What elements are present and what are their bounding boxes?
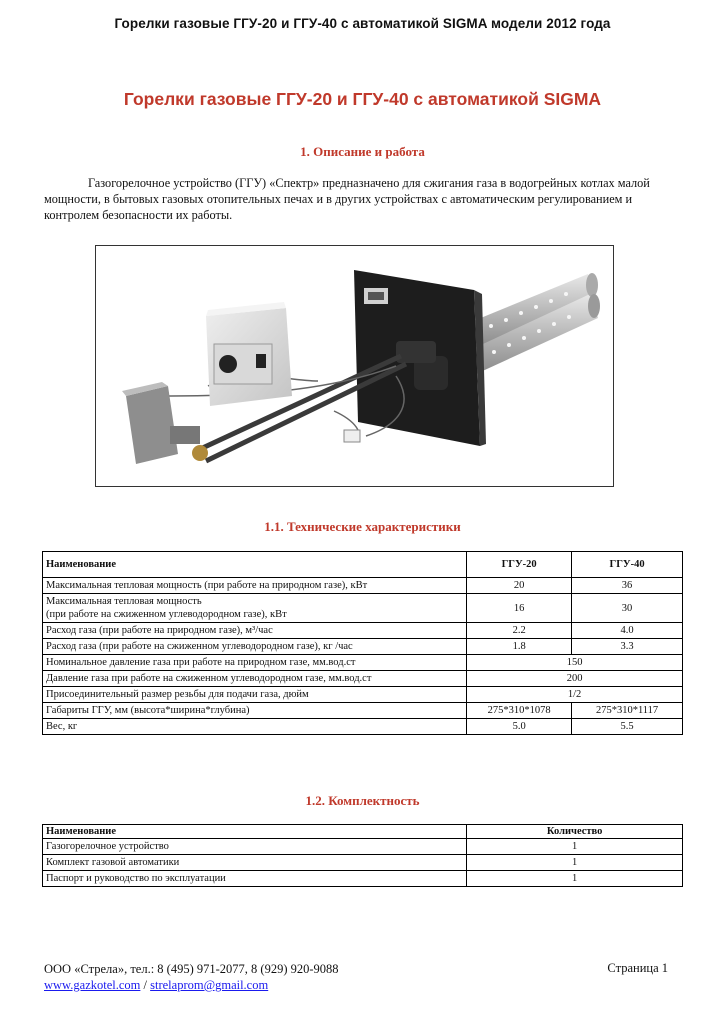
contents-table [42,824,683,887]
footer-links [44,977,674,993]
intro-paragraph: Газогорелочное устройство (ГГУ) «Спектр» предназначено для сжигания газа в водогрейных котлах малой мощности, в бытовых газовых отопительных печах и в других устройствах с автоматическим регулированием и контролем безопасности их работы. [44,176,650,222]
row-name: Расход газа (при работе на сжиженном углеводородном газе), кг /час [43,639,467,655]
website-link[interactable]: www.gazkotel.com [44,978,141,992]
row-name: Номинальное давление газа при работе на природном газе, мм.вод.ст [43,655,467,671]
col-header-name: Наименование [43,552,467,578]
table-row [43,687,683,703]
row-name: Комплект газовой автоматики [43,855,467,871]
table-row [43,871,683,887]
table-row [43,671,683,687]
row-name: Вес, кг [43,719,467,735]
section-title-contents: 1.2. Комплектность [305,793,420,808]
table-row [43,855,683,871]
table-row [43,655,683,671]
email-link[interactable]: strelaprom@gmail.com [150,978,269,992]
footer-company: ООО «Стрела», тел.: 8 (495) 971-2077, 8 (929) 920-9088 [44,962,339,976]
row-value-shared: 200 [467,671,683,687]
page-header: Горелки газовые ГГУ-20 и ГГУ-40 с автоматикой SIGMA модели 2012 года [114,16,611,31]
col-header-ggu40: ГГУ-40 [572,552,683,578]
row-name-line2: (при работе на сжиженном углеводородном газе), кВт [46,609,287,620]
row-value-ggu40: 4.0 [572,623,683,639]
burner-illustration [96,246,614,487]
row-value-ggu20: 2.2 [467,623,572,639]
row-value-ggu40: 275*310*1117 [572,703,683,719]
row-value-shared: 150 [467,655,683,671]
page-number: Страница 1 [607,961,668,975]
burner-tubes [466,273,600,374]
row-value-ggu20: 1.8 [467,639,572,655]
row-name: Максимальная тепловая мощность (при работе на природном газе), кВт [43,578,467,594]
row-name [43,594,467,623]
document-title: Горелки газовые ГГУ-20 и ГГУ-40 с автоматикой SIGMA [123,89,602,109]
row-name: Газогорелочное устройство [43,839,467,855]
control-box [206,302,292,406]
section-title-specs: 1.1. Технические характеристики [264,519,461,534]
table-row [43,623,683,639]
row-value-ggu40: 36 [572,578,683,594]
row-value-ggu20: 20 [467,578,572,594]
section-title-description: 1. Описание и работа [300,144,425,159]
footer [44,961,674,993]
row-name: Расход газа (при работе на природном газе), м³/час [43,623,467,639]
row-value-ggu20: 275*310*1078 [467,703,572,719]
table-header-row [43,552,683,578]
connector [344,430,360,442]
row-value-shared: 1/2 [467,687,683,703]
row-quantity: 1 [467,855,683,871]
row-value-ggu20: 5.0 [467,719,572,735]
table-row [43,839,683,855]
table-row [43,594,683,623]
row-value-ggu40: 5.5 [572,719,683,735]
row-name: Паспорт и руководство по эксплуатации [43,871,467,887]
row-value-ggu20: 16 [467,594,572,623]
table-row [43,578,683,594]
row-name: Давление газа при работе на сжиженном углеводородном газе, мм.вод.ст [43,671,467,687]
row-name-line1: Максимальная тепловая мощность [46,596,202,607]
row-name: Присоединительный размер резьбы для подачи газа, дюйм [43,687,467,703]
table-row [43,703,683,719]
table-header-row [43,825,683,839]
link-separator: / [140,978,151,992]
row-quantity: 1 [467,871,683,887]
row-quantity: 1 [467,839,683,855]
table-row [43,719,683,735]
col-header-ggu20: ГГУ-20 [467,552,572,578]
col-header-name: Наименование [43,825,467,839]
col-header-quantity: Количество [467,825,683,839]
sigma-block [122,382,208,464]
table-row [43,639,683,655]
row-value-ggu40: 30 [572,594,683,623]
row-name: Габариты ГГУ, мм (высота*ширина*глубина) [43,703,467,719]
row-value-ggu40: 3.3 [572,639,683,655]
product-photo [95,245,614,487]
specs-table [42,551,683,735]
